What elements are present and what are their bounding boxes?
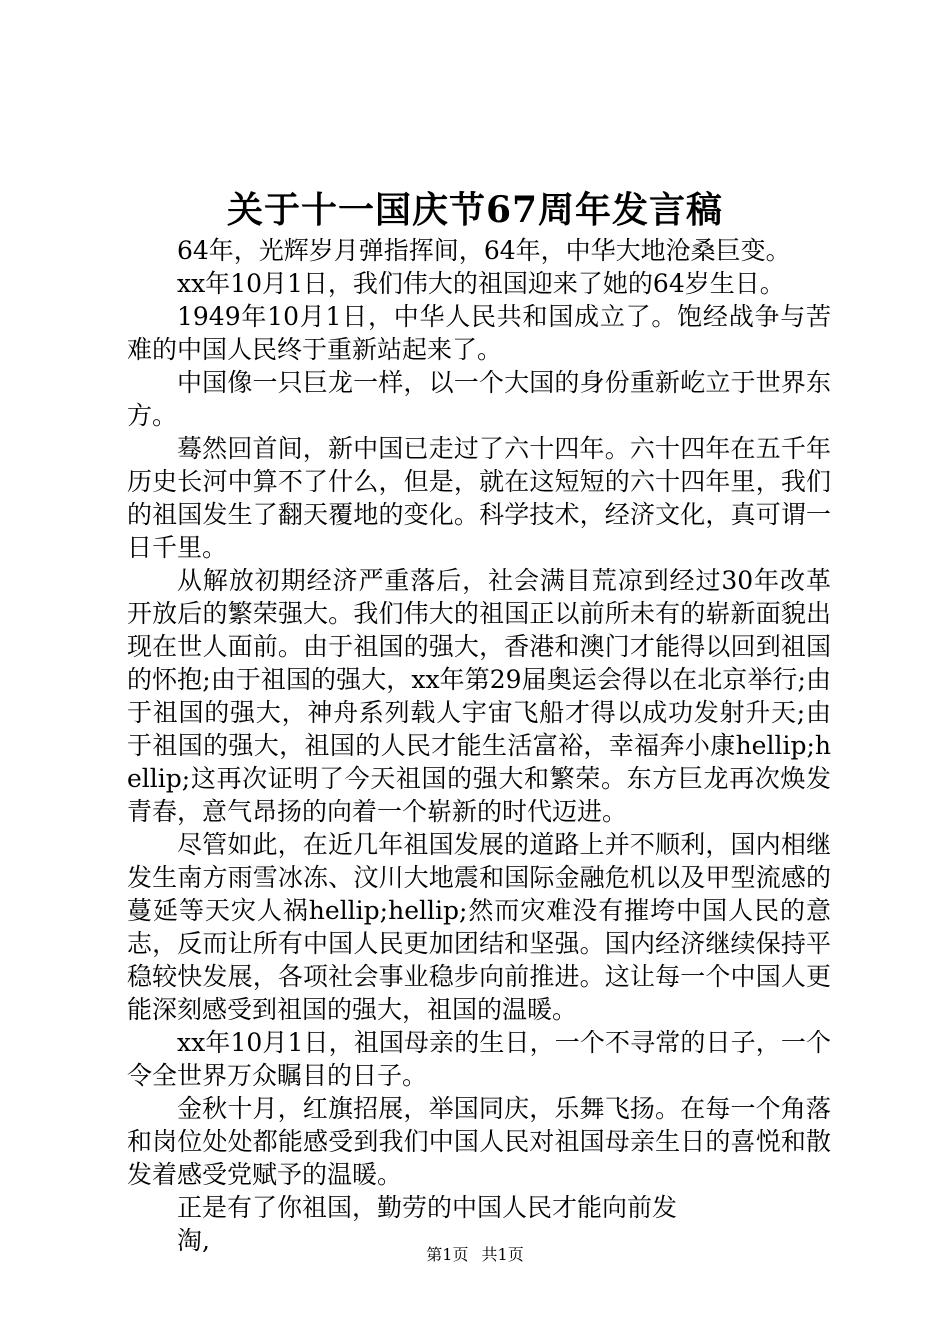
- page-footer: [0, 1244, 950, 1266]
- paragraph: 中国像一只巨龙一样，以一个大国的身份重新屹立于世界东方。: [127, 368, 831, 430]
- paragraph: 64年，光辉岁月弹指挥间，64年，中华大地沧桑巨变。: [177, 236, 791, 265]
- paragraph: xx年10月1日，祖国母亲的生日，一个不寻常的日子，一个令全世界万众瞩目的日子。: [127, 1028, 831, 1090]
- document-title: 关于十一国庆节67周年发言稿: [226, 189, 724, 231]
- paragraph: 正是有了你祖国，勤劳的中国人民才能向前发: [177, 1193, 678, 1222]
- paragraph: xx年10月1日，我们伟大的祖国迎来了她的64岁生日。: [177, 269, 785, 298]
- page-number: 第1页: [426, 1245, 469, 1264]
- paragraph: 从解放初期经济严重落后，社会满目荒凉到经过30年改革开放后的繁荣强大。我们伟大的祖国正以前所未有的崭新面貌出现在世人面前。由于祖国的强大，香港和澳门才能得以回到祖国的怀抱;由于祖国的强大，xx年第29届奥运会得以在北京举行;由于祖国的强大，神舟系列载人宇宙飞船才得以成功发射升天;由于祖国的强大，祖国的人民才能生活富裕，幸福奔小康hellip;hellip;这再次证明了今天祖国的强大和繁荣。东方巨龙再次焕发青春，意气昂扬的向着一个崭新的时代迈进。: [127, 566, 831, 826]
- page-count: 共1页: [481, 1245, 524, 1264]
- document-body: [127, 234, 831, 1257]
- paragraph: 蓦然回首间，新中国已走过了六十四年。六十四年在五千年历史长河中算不了什么，但是，就在这短短的六十四年里，我们的祖国发生了翻天覆地的变化。科学技术，经济文化，真可谓一日千里。: [127, 434, 831, 562]
- paragraph: 尽管如此，在近几年祖国发展的道路上并不顺利，国内相继发生南方雨雪冰冻、汶川大地震和国际金融危机以及甲型流感的蔓延等天灾人祸hellip;hellip;然而灾难没有摧垮中国人民的意志，反而让所有中国人民更加团结和坚强。国内经济继续保持平稳较快发展，各项社会事业稳步向前推进。这让每一个中国人更能深刻感受到祖国的强大，祖国的温暖。: [127, 830, 831, 1024]
- paragraph: 1949年10月1日，中华人民共和国成立了。饱经战争与苦难的中国人民终于重新站起来了。: [127, 302, 831, 364]
- paragraph: 淘,: [177, 1226, 210, 1255]
- paragraph: 金秋十月，红旗招展，举国同庆，乐舞飞扬。在每一个角落和岗位处处都能感受到我们中国人民对祖国母亲生日的喜悦和散发着感受党赋予的温暖。: [127, 1094, 831, 1189]
